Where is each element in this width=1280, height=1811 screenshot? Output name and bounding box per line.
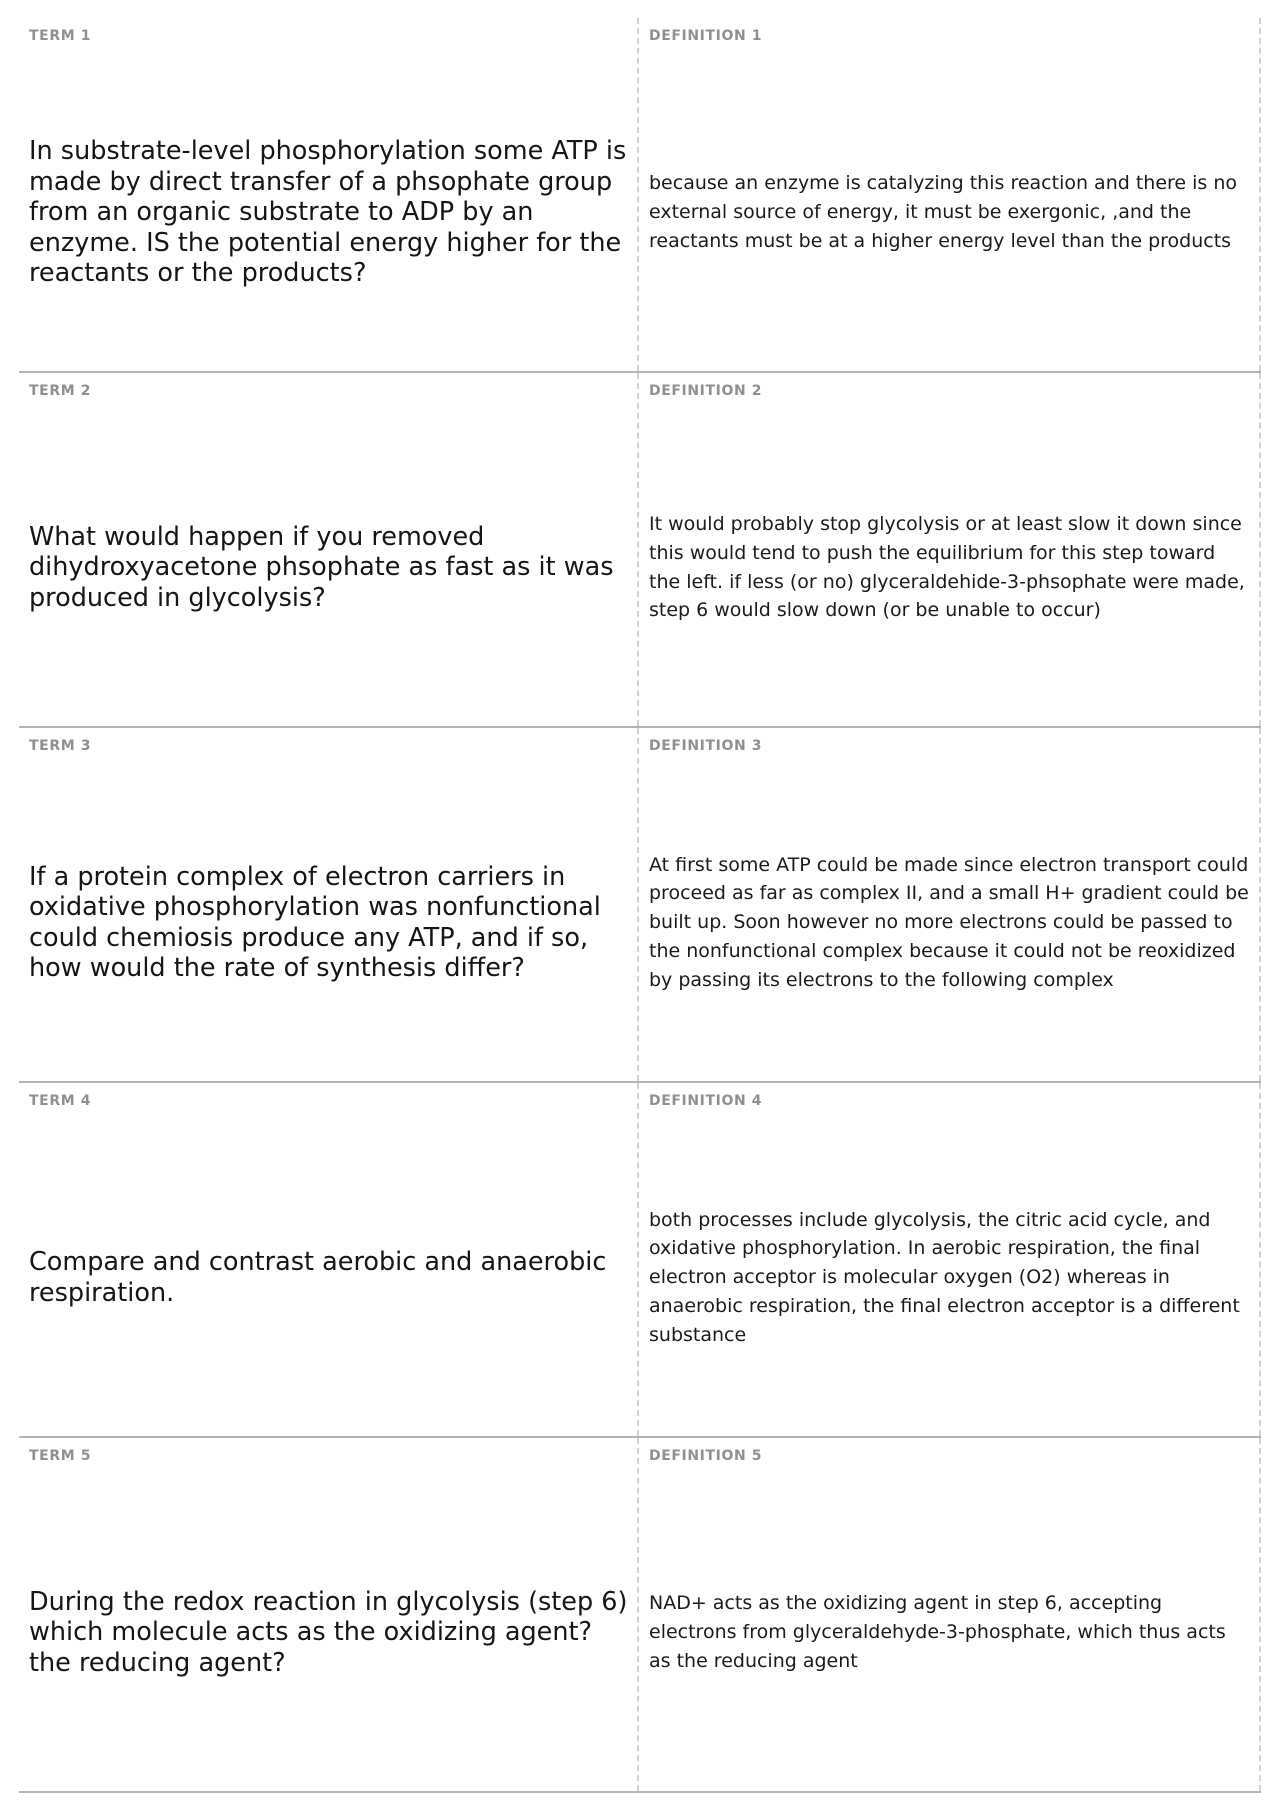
term-cell bbox=[19, 728, 639, 1081]
term-body bbox=[29, 1127, 629, 1428]
definition-text: At first some ATP could be made since electron transport could proceed as far as complex II, and a small H+ gradient could be built up. Soon however no more electrons could be passed to the nonfunctional complex because it could not be reoxidized by passing its electrons to the following complex bbox=[649, 853, 1249, 991]
term-label: TERM 4 bbox=[29, 1093, 92, 1109]
term-text: If a protein complex of electron carriers in oxidative phosphorylation was nonfunctional could chemiosis produce any ATP, and if so, how would the rate of synthesis differ? bbox=[29, 861, 601, 983]
flashcard-sheet bbox=[19, 18, 1261, 1793]
term-text: Compare and contrast aerobic and anaerobic respiration. bbox=[29, 1247, 607, 1308]
term-text: During the redox reaction in glycolysis (step 6) which molecule acts as the oxidizing agent? the reducing agent? bbox=[29, 1586, 628, 1678]
term-body bbox=[29, 417, 629, 718]
flashcard-row bbox=[19, 373, 1261, 728]
definition-label: DEFINITION 3 bbox=[649, 738, 763, 754]
definition-body bbox=[649, 417, 1251, 718]
term-body bbox=[29, 1482, 629, 1783]
term-body bbox=[29, 772, 629, 1073]
flashcard-row bbox=[19, 18, 1261, 373]
definition-text: both processes include glycolysis, the citric acid cycle, and oxidative phosphorylation. In aerobic respiration, the final electron acceptor is molecular oxygen (O2) whereas in anaerobic respiration, the final electron acceptor is a different substance bbox=[649, 1208, 1240, 1346]
term-text: What would happen if you removed dihydroxyacetone phsophate as fast as it was produced in glycolysis? bbox=[29, 521, 614, 613]
definition-body bbox=[649, 62, 1251, 363]
flashcard-row bbox=[19, 1438, 1261, 1793]
definition-text: It would probably stop glycolysis or at least slow it down since this would tend to push the equilibrium for this step toward the left. if less (or no) glyceraldehide-3-phsophate were made, step 6 would slow down (or be unable to occur) bbox=[649, 512, 1245, 622]
term-label: TERM 2 bbox=[29, 383, 92, 399]
definition-body bbox=[649, 1127, 1251, 1428]
definition-body bbox=[649, 1482, 1251, 1783]
term-label: TERM 5 bbox=[29, 1448, 92, 1464]
definition-label: DEFINITION 5 bbox=[649, 1448, 763, 1464]
definition-label: DEFINITION 1 bbox=[649, 28, 763, 44]
definition-label: DEFINITION 4 bbox=[649, 1093, 763, 1109]
term-cell bbox=[19, 18, 639, 371]
term-body bbox=[29, 62, 629, 363]
definition-body bbox=[649, 772, 1251, 1073]
definition-cell bbox=[639, 18, 1261, 371]
term-label: TERM 1 bbox=[29, 28, 92, 44]
flashcard-row bbox=[19, 728, 1261, 1083]
term-cell bbox=[19, 1438, 639, 1791]
flashcard-row bbox=[19, 1083, 1261, 1438]
definition-cell bbox=[639, 1438, 1261, 1791]
definition-text: because an enzyme is catalyzing this reaction and there is no external source of energy, it must be exergonic, ,and the reactants must be at a higher energy level than the products bbox=[649, 172, 1238, 252]
term-cell bbox=[19, 1083, 639, 1436]
term-label: TERM 3 bbox=[29, 738, 92, 754]
definition-cell bbox=[639, 1083, 1261, 1436]
term-cell bbox=[19, 373, 639, 726]
definition-cell bbox=[639, 373, 1261, 726]
definition-label: DEFINITION 2 bbox=[649, 383, 763, 399]
term-text: In substrate-level phosphorylation some ATP is made by direct transfer of a phsophate group from an organic substrate to ADP by an enzyme. IS the potential energy higher for the reactants or the products? bbox=[29, 136, 627, 289]
definition-text: NAD+ acts as the oxidizing agent in step 6, accepting electrons from glyceraldehyde-3-phosphate, which thus acts as the reducing agent bbox=[649, 1592, 1226, 1672]
definition-cell bbox=[639, 728, 1261, 1081]
